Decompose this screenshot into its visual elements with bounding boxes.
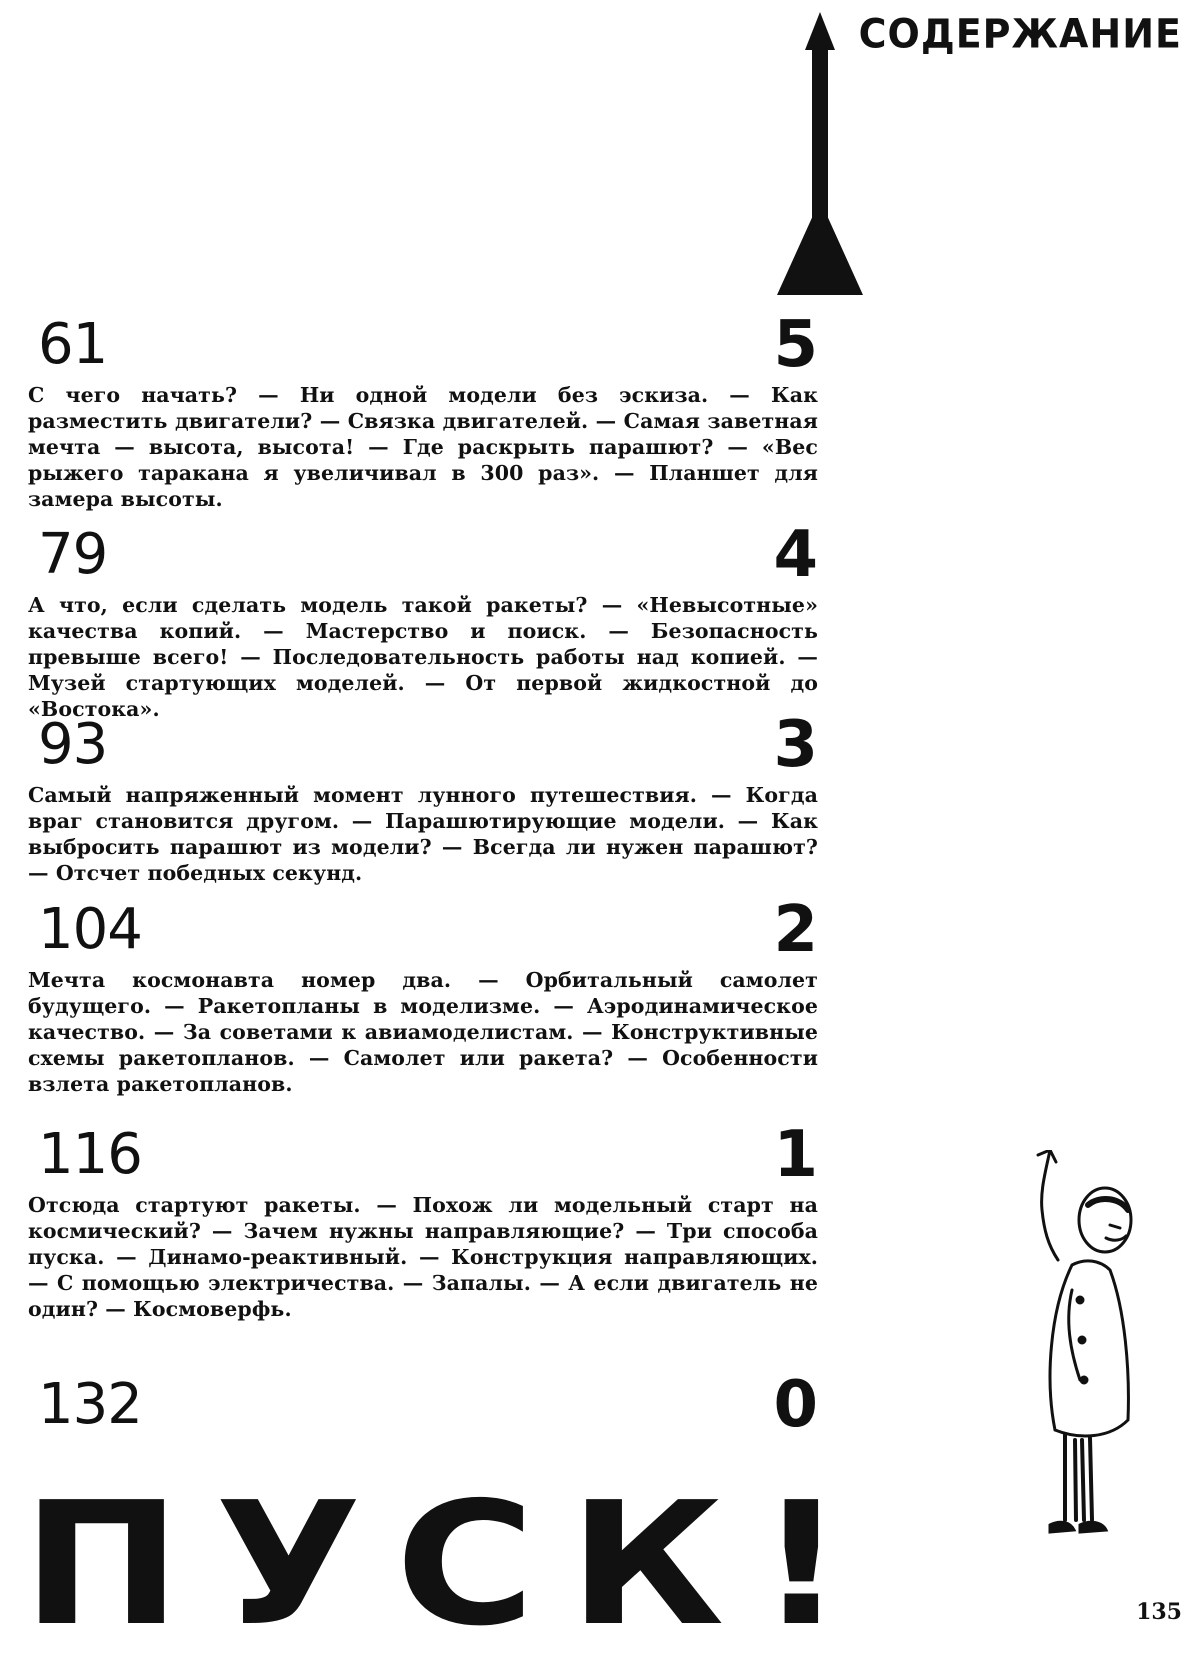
chapter-description: С чего начать? — Ни одной модели без эскиза. — Как разместить двигатели? — Связка двигателей. — Самая заветная мечта — высота, высота! — Где раскрыть парашют? — «Вес рыжего таракана я увеличивал в 300 раз». — Планшет для замера высоты. — [28, 383, 818, 511]
toc-entry — [28, 1370, 818, 1440]
page-number: 132 — [38, 1372, 142, 1437]
chapter-description: Самый напряженный момент лунного путешествия. — Когда враг становится другом. — Парашютирующие модели. — Как выбросить парашют из модели? — Всегда ли нужен парашют? — Отсчет победных секунд. — [28, 783, 818, 885]
page-number: 116 — [38, 1122, 142, 1187]
waving-man-illustration — [1010, 1150, 1160, 1550]
toc-entry — [28, 710, 818, 886]
toc-entry — [28, 1120, 818, 1322]
launch-heading: ПУСК! — [22, 1466, 879, 1664]
page-number: 79 — [38, 522, 108, 587]
chapter-description: Отсюда стартуют ракеты. — Похож ли модельный старт на космический? — Зачем нужны направляющие? — Три способа пуска. — Динамо-реактивный. — Конструкция направляющих. — С помощью электричества. — Запалы. — А если двигатель не один? — Космоверфь. — [28, 1193, 818, 1321]
countdown-number: 4 — [773, 518, 818, 592]
countdown-number: 3 — [773, 708, 818, 782]
page-folio: 135 — [1136, 1599, 1182, 1625]
toc-title: СОДЕРЖАНИЕ — [858, 10, 1182, 58]
countdown-number: 1 — [773, 1118, 818, 1192]
page-number: 104 — [38, 897, 142, 962]
page-number: 61 — [38, 312, 108, 377]
toc-entry — [28, 895, 818, 1097]
rocket-icon — [775, 10, 865, 310]
chapter-description: А что, если сделать модель такой ракеты? — «Невысотные» качества копий. — Мастерство и поиск. — Безопасность превыше всего! — Последовательность работы над копией. — Музей стартующих моделей. — От первой жидкостной до «Востока». — [28, 593, 818, 721]
chapter-description: Мечта космонавта номер два. — Орбитальный самолет будущего. — Ракетопланы в моделизме. — Аэродинамическое качество. — За советами к авиамоделистам. — Конструктивные схемы ракетопланов. — Самолет или ракета? — Особенности взлета ракетопланов. — [28, 968, 818, 1096]
page-number: 93 — [38, 712, 108, 777]
toc-entry — [28, 310, 818, 512]
toc-entry — [28, 520, 818, 722]
countdown-number: 2 — [773, 893, 818, 967]
countdown-number: 0 — [773, 1368, 818, 1442]
countdown-number: 5 — [773, 308, 818, 382]
